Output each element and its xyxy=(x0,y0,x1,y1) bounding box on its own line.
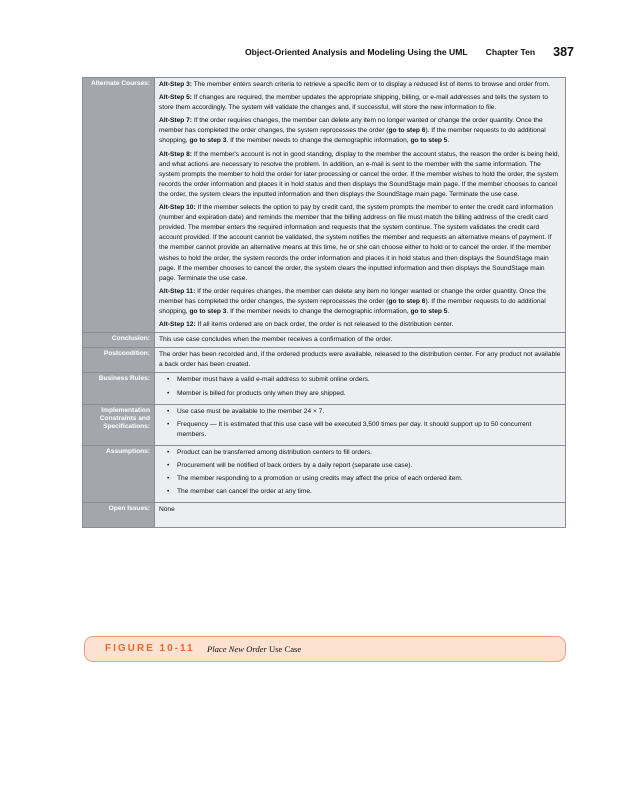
goto-reference: go to step 3 xyxy=(189,137,227,145)
alt-step-label: Alt-Step 3: xyxy=(159,81,192,88)
row-alternate-courses xyxy=(83,78,565,332)
alt-step-text: . xyxy=(447,307,450,315)
alt-step-label: Alt-Step 8: xyxy=(159,150,192,158)
figure-label: FIGURE 10-11 xyxy=(105,643,195,654)
alt-step-text: If changes are required, the member updates the appropriate shipping, billing, or e-mail addresses and tells the system to store them accordingly. The system will validate the changes and, if successful, will store the new information to file. xyxy=(159,94,548,112)
figure-title-italic: Place New Order xyxy=(207,644,267,654)
alt-step-label: Alt-Step 10: xyxy=(159,204,196,212)
list-item: • Member is billed for products only when they are shipped. xyxy=(177,389,561,399)
alt-step-text: The member enters search criteria to retrieve a specific item or to display a reduced list of items to browse and order from. xyxy=(193,81,550,88)
alt-step-text: If the member's account is not in good standing, display to the member the account status, the reason the order is being held, and what actions are necessary to resolve the problem. In addition, an e-mail is sent to the member with the same information. The system prompts the member to hold the order for later processing or cancel the order. If the member wishes to hold the order, the system records the order information and places it in hold status and then displays the SoundStage main page. If the member chooses to cancel the order, the system clears the inputted information and then displays the SoundStage main page. Terminate the use case. xyxy=(159,150,560,198)
goto-reference: go to step 3 xyxy=(189,307,227,315)
alt-step-label: Alt-Step 5: xyxy=(159,94,192,102)
alt-step-text: If the order requires changes, the member can delete any item no longer wanted or change the order quantity. Once the member has completed the order changes, the system reprocesses the order ( xyxy=(159,287,546,305)
use-case-table xyxy=(82,77,566,528)
alt-step-text: If all items ordered are on back order, the order is not released to the distribution center. xyxy=(197,321,454,329)
goto-reference: go to step 6 xyxy=(388,297,426,305)
figure-title-suffix: Use Case xyxy=(268,644,302,654)
business-rules-content xyxy=(155,373,565,403)
list-item: • The member can cancel the order at any time. xyxy=(177,487,561,497)
row-label: Conclusion: xyxy=(83,333,155,347)
row-business-rules xyxy=(83,372,565,403)
book-title: Object-Oriented Analysis and Modeling Using the UML xyxy=(244,47,468,57)
alt-step xyxy=(159,150,561,200)
alt-step-text: . If the member needs to change the demographic information, xyxy=(226,137,411,145)
row-assumptions xyxy=(83,445,565,502)
list-item: • Member must have a valid e-mail address to submit online orders. xyxy=(177,375,561,385)
goto-reference: go to step 6 xyxy=(388,127,426,135)
figure-caption xyxy=(84,636,566,662)
assumptions-content xyxy=(155,446,565,502)
postcondition-text: The order has been recorded and, if the ordered products were available, released to the distribution center. For any product not available a back order has been created. xyxy=(159,351,561,369)
list-item: • Product can be transferred among distribution centers to fill orders. xyxy=(177,448,561,458)
row-label: Open Issues: xyxy=(83,503,155,527)
implementation-content xyxy=(155,405,565,445)
running-header xyxy=(0,44,574,58)
row-conclusion xyxy=(83,332,565,347)
list-item: • Frequency — It is estimated that this use case will be executed 3,500 times per day. It should support up to 50 concurrent members. xyxy=(177,420,561,440)
row-label: Assumptions: xyxy=(83,446,155,502)
row-label: Alternate Courses: xyxy=(83,78,155,332)
goto-reference: go to step 5 xyxy=(410,137,448,145)
list-item: • Procurement will be notified of back orders by a daily report (separate use case). xyxy=(177,461,561,471)
list-item: • The member responding to a promotion or using credits may affect the price of each ordered item. xyxy=(177,474,561,484)
alt-step-text: . xyxy=(447,137,450,145)
alt-step-text: ). If the member requests to do additional shopping, xyxy=(159,127,546,145)
row-label: Postcondition: xyxy=(83,348,155,372)
row-implementation xyxy=(83,404,565,445)
goto-reference: go to step 5 xyxy=(410,307,448,315)
row-label: Implementation Constraints and Specifications: xyxy=(83,405,155,445)
row-label: Business Rules: xyxy=(83,373,155,403)
chapter-label: Chapter Ten xyxy=(485,47,536,57)
alt-step xyxy=(159,287,561,317)
alt-step-label: Alt-Step 12: xyxy=(159,321,196,329)
alternate-courses-content xyxy=(155,78,565,332)
row-postcondition xyxy=(83,347,565,372)
open-issues-text: None xyxy=(159,506,175,514)
alt-step xyxy=(159,116,561,146)
alt-step-text: If the order requires changes, the member can delete any item no longer wanted or change the order quantity. Once the member has completed the order changes, the system reprocesses the order ( xyxy=(159,117,543,135)
alt-step xyxy=(159,93,561,113)
conclusion-text: This use case concludes when the member receives a confirmation of the order. xyxy=(159,336,393,344)
alt-step xyxy=(159,320,561,330)
alt-step xyxy=(159,80,561,90)
page-number: 387 xyxy=(553,45,574,59)
alt-step xyxy=(159,203,561,284)
alt-step-text: . If the member needs to change the demographic information, xyxy=(226,307,411,315)
alt-step-text: If the member selects the option to pay by credit card, the system prompts the member to enter the credit card information (number and expiration date) and reminds the member that the billing address on file must match the billing address of the credit card provided. The member enters the required information and requests that the system continue. The system validates the credit card account provided. If the account cannot be validated, the system notifies the member and requests an alternative means of payment. If the member cannot provide an alternative means at this time, he or she can choose either to hold or to cancel the order. If the member wishes to hold the order, the system records the order information and places it in hold status and then displays the SoundStage main page. If the member chooses to cancel the order, the system clears the inputted information and then displays the SoundStage main page. Terminate the use case. xyxy=(159,204,553,282)
alt-step-label: Alt-Step 11: xyxy=(159,287,196,295)
alt-step-label: Alt-Step 7: xyxy=(159,117,192,125)
figure-title xyxy=(207,644,301,654)
list-item: • Use case must be available to the member 24 × 7. xyxy=(177,407,561,417)
alt-step-text: ). If the member requests to do additional shopping, xyxy=(159,297,546,315)
row-open-issues xyxy=(83,502,565,527)
